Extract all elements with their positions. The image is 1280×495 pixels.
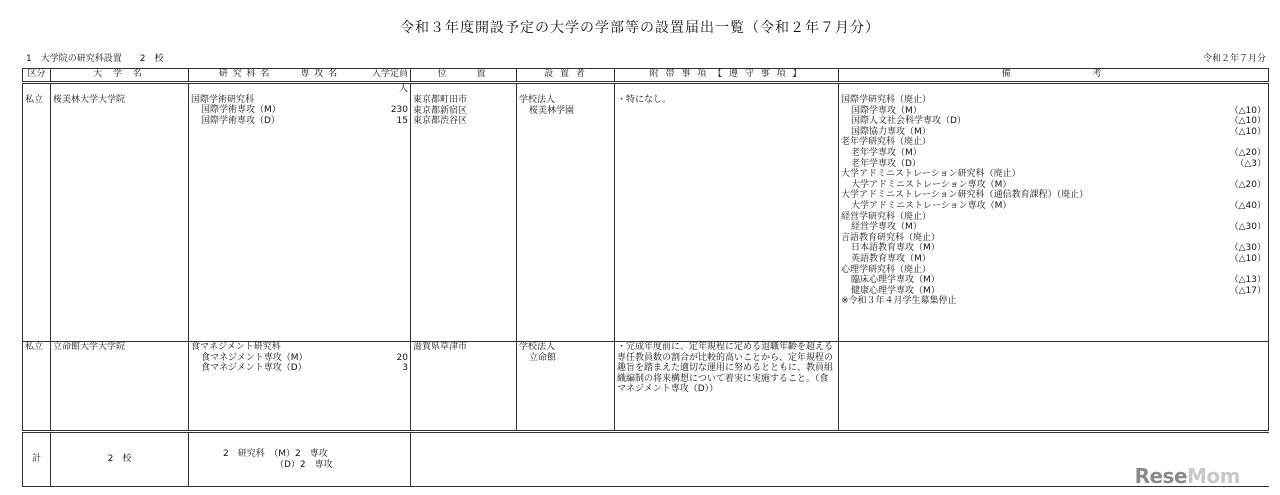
remark-text: 言語教育研究科（廃止）: [841, 232, 941, 243]
total-summary: [189, 432, 411, 487]
university-cell: [51, 342, 189, 432]
major-name: 食マネジメント専攻（D）: [201, 363, 307, 374]
header-founder: 設 置 者: [517, 69, 615, 83]
total-summary-line: 2 研究科 （M）2 専攻: [223, 448, 328, 459]
remark-item: [841, 106, 1266, 117]
remark-item: [841, 222, 1266, 233]
remark-text: 英語教育専攻（M）: [851, 253, 931, 264]
major-item: [191, 353, 408, 364]
kubun: 私立: [25, 95, 44, 105]
conditions-text: ・完成年度前に、定年規程に定める退職年齢を超える専任教員数の割合が比較的高いことから、定年規程の趣旨を踏まえた適切な運用に努めるとともに、教員組織編制の将来構想について着実に実施すること。（食マネジメント専攻（D））: [617, 342, 834, 395]
remarks-list: [841, 95, 1266, 307]
major-capacity: 230: [390, 105, 408, 116]
major-capacity: 15: [396, 115, 408, 126]
location-cell: [411, 83, 517, 342]
remark-value: （△40）: [1229, 200, 1266, 211]
resemom-watermark: ReseMom: [1134, 464, 1240, 488]
faculty-name: 国際学術研究科: [191, 94, 255, 105]
remark-item: [841, 180, 1266, 191]
kubun-cell: [23, 342, 51, 432]
remark-item: [841, 95, 1266, 106]
founder-name: 立命館: [529, 352, 557, 363]
remark-text: 経営学専攻（M）: [851, 222, 922, 233]
remark-item: [841, 190, 1266, 201]
founder-cell: [517, 83, 615, 342]
remark-item: [841, 233, 1266, 244]
remark-item: [841, 127, 1266, 138]
header-kubun: 区分: [23, 69, 51, 83]
remark-item: [841, 148, 1266, 159]
major-name: 食マネジメント専攻（M）: [201, 352, 308, 363]
report-date: 令和２年７月分: [1202, 54, 1266, 64]
university-name: 立命館大学大学院: [53, 342, 126, 352]
faculty-cell: [189, 342, 411, 432]
remark-text: 国際学専攻（M）: [851, 105, 922, 116]
remarks-cell: [839, 342, 1269, 432]
remark-value: （△30）: [1229, 222, 1266, 233]
faculty-name: 食マネジメント研究科: [191, 342, 281, 352]
remarks-cell: [839, 83, 1269, 342]
header-faculty: [189, 69, 411, 83]
location: 滋賀県草津市: [413, 342, 468, 352]
remark-text: 臨床心理学専攻（M）: [851, 275, 940, 286]
location-cell: [411, 342, 517, 432]
remark-value: （△17）: [1229, 285, 1266, 296]
major-capacity: 20: [396, 352, 408, 363]
remark-value: （△30）: [1229, 243, 1266, 254]
remark-value: （△13）: [1229, 275, 1266, 286]
remark-text: 日本語教育専攻（M）: [851, 243, 940, 254]
remark-item: [841, 169, 1266, 180]
remark-text: 心理学研究科（廃止）: [841, 264, 932, 275]
remark-item: [841, 201, 1266, 212]
header-conditions: 附 帯 事 項 【 遵 守 事 項 】: [615, 69, 839, 83]
founder-name: 桜美林学園: [529, 105, 575, 116]
founder-type: 学校法人: [519, 95, 556, 105]
remark-text: 老年学専攻（D）: [851, 158, 921, 169]
remark-value: （△10）: [1229, 253, 1266, 264]
total-label: 計: [23, 432, 51, 487]
remark-text: 国際人文社会科学専攻（D）: [851, 116, 966, 127]
total-summary-line: （D）2 専攻: [275, 459, 333, 470]
remark-item: [841, 137, 1266, 148]
remark-value: （△20）: [1229, 179, 1266, 190]
remark-value: （△10）: [1229, 126, 1266, 137]
remark-item: [841, 275, 1266, 286]
header-capacity: 入学定員: [371, 69, 408, 79]
remark-text: 大学アドミニストレーション研究科（廃止）: [841, 169, 1021, 180]
header-location: 位 置: [411, 69, 517, 83]
kubun-cell: [23, 83, 51, 342]
remark-text: 老年学専攻（M）: [851, 147, 922, 158]
remark-item: [841, 296, 1266, 307]
remark-value: （△3）: [1235, 158, 1266, 169]
page-title: 令和３年度開設予定の大学の学部等の設置届出一覧（令和２年７月分）: [400, 20, 880, 36]
remark-item: [841, 265, 1266, 276]
location: 東京都町田市: [413, 95, 468, 105]
header-faculty-label: 研 究 科 名 専 攻 名: [218, 69, 339, 79]
remark-text: 国際学研究科（廃止）: [841, 95, 932, 105]
total-row: [23, 432, 1269, 487]
remark-item: [841, 286, 1266, 297]
faculty-cell: [189, 83, 411, 342]
remark-item: [841, 116, 1266, 127]
conditions-cell: [615, 83, 839, 342]
university-name: 桜美林大学大学院: [53, 95, 126, 105]
remark-value: （△10）: [1229, 105, 1266, 116]
remark-text: 老年学研究科（廃止）: [841, 137, 932, 148]
header-row: [23, 69, 1269, 83]
remark-item: [841, 212, 1266, 223]
table-row: [23, 342, 1269, 432]
location: 東京都渋谷区: [413, 116, 468, 127]
remark-text: 大学アドミニストレーション専攻（M）: [851, 179, 1012, 190]
registration-table: [22, 68, 1269, 487]
total-schools: 2 校: [51, 432, 189, 487]
table-row: [23, 83, 1269, 342]
remark-text: 大学アドミニストレーション研究科（通信教育課程）（廃止）: [841, 190, 1089, 201]
university-cell: [51, 83, 189, 342]
remark-item: [841, 243, 1266, 254]
remark-text: 大学アドミニストレーション専攻（M）: [851, 200, 1012, 211]
major-name: 国際学術専攻（M）: [201, 105, 281, 116]
location: 東京都新宿区: [413, 105, 468, 116]
remark-item: [841, 254, 1266, 265]
remark-value: （△10）: [1229, 116, 1266, 127]
major-item: [191, 363, 408, 374]
unit-label: 人: [398, 84, 408, 94]
conditions-text: ・特になし。: [617, 95, 672, 105]
remark-text: 経営学研究科（廃止）: [841, 211, 932, 222]
section-subtitle: 1 大学院の研究科設置 2 校: [26, 54, 164, 64]
remark-text: 健康心理学専攻（M）: [851, 285, 940, 296]
founder-type: 学校法人: [519, 342, 556, 352]
remark-text: ※令和３年４月学生募集停止: [841, 296, 957, 307]
header-university: 大 学 名: [51, 69, 189, 83]
major-item: [191, 116, 408, 127]
header-remarks: 備 考: [839, 69, 1269, 83]
conditions-cell: [615, 342, 839, 432]
remark-text: 国際協力専攻（M）: [851, 126, 931, 137]
major-name: 国際学術専攻（D）: [201, 115, 280, 126]
kubun: 私立: [25, 342, 44, 352]
major-capacity: 3: [402, 363, 408, 374]
remark-item: [841, 159, 1266, 170]
remark-value: （△20）: [1229, 147, 1266, 158]
founder-cell: [517, 342, 615, 432]
major-item: [191, 105, 408, 116]
